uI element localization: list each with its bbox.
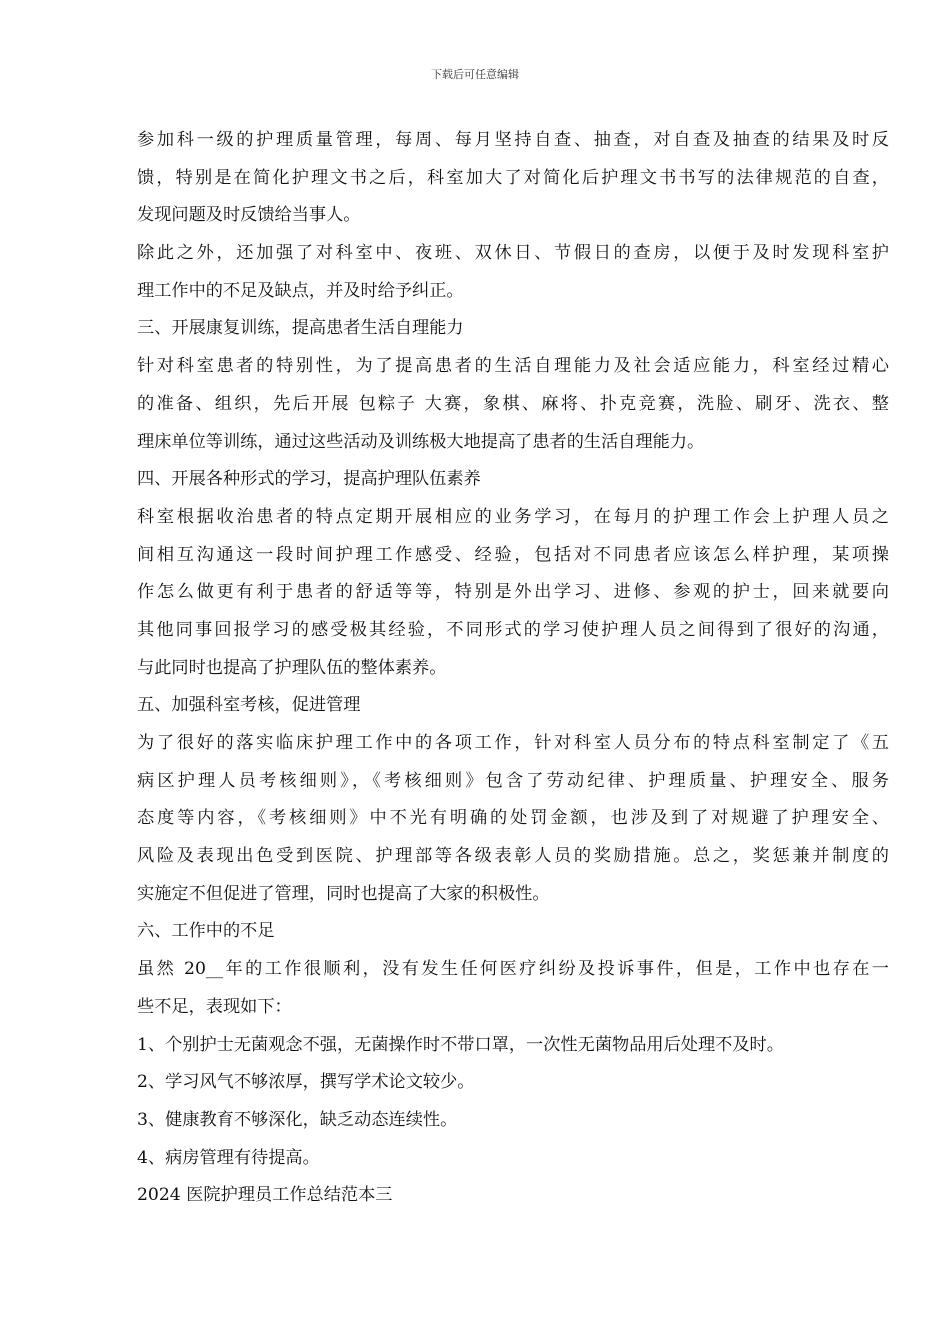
text-line: 其他同事回报学习的感受极其经验，不同形式的学习使护理人员之间得到了很好的沟通， xyxy=(137,619,889,640)
text-line: 科室根据收治患者的特点定期开展相应的业务学习，在每月的护理工作会上护理人员之 xyxy=(137,506,889,527)
text-line: 三、开展康复训练，提高患者生活自理能力 xyxy=(137,318,464,339)
text-line: 与此同时也提高了护理队伍的整体素养。 xyxy=(137,657,447,678)
text-line: 风险及表现出色受到医院、护理部等各级表彰人员的奖励措施。总之，奖惩兼并制度的 xyxy=(137,846,889,867)
text-line: 理床单位等训练，通过这些活动及训练极大地提高了患者的生活自理能力。 xyxy=(137,431,705,452)
text-line: 间相互沟通这一段时间护理工作感受、经验，包括对不同患者应该怎么样护理，某项操 xyxy=(137,544,889,565)
text-line: 为了很好的落实临床护理工作中的各项工作，针对科室人员分布的特点科室制定了《五 xyxy=(137,733,889,753)
text-line: 3、健康教育不够深化，缺乏动态连续性。 xyxy=(137,1109,458,1130)
text-line: 虽然 20__年的工作很顺利，没有发生任何医疗纠纷及投诉事件，但是，工作中也存在一 xyxy=(137,959,889,980)
text-line: 1、个别护士无菌观念不强，无菌操作时不带口罩，一次性无菌物品用后处理不及时。 xyxy=(137,1034,784,1055)
text-line: 的准备、组织，先后开展 包粽子 大赛，象棋、麻将、扑克竞赛，洗脸、刷牙、洗衣、整 xyxy=(137,393,889,414)
text-line: 发现问题及时反馈给当事人。 xyxy=(137,205,361,226)
text-line: 些不足，表现如下： xyxy=(137,996,292,1017)
text-line: 四、开展各种形式的学习，提高护理队伍素养 xyxy=(137,469,481,490)
text-line: 理工作中的不足及缺点，并及时给予纠正。 xyxy=(137,280,464,301)
text-line: 2024 医院护理员工作总结范本三 xyxy=(137,1185,393,1206)
text-line: 针对科室患者的特别性，为了提高患者的生活自理能力及社会适应能力，科室经过精心 xyxy=(137,356,889,377)
document-body xyxy=(137,122,889,1215)
page-header: 下载后可任意编辑 xyxy=(431,68,519,81)
text-line: 实施定不但促进了管理，同时也提高了大家的积极性。 xyxy=(137,883,550,904)
text-line: 六、工作中的不足 xyxy=(137,921,275,942)
text-line: 4、病房管理有待提高。 xyxy=(137,1147,320,1168)
text-line: 2、学习风气不够浓厚，撰写学术论文较少。 xyxy=(137,1072,475,1093)
text-line: 五、加强科室考核，促进管理 xyxy=(137,695,361,716)
text-line: 态度等内容，《考核细则》中不光有明确的处罚金额，也涉及到了对规避了护理安全、 xyxy=(137,808,889,829)
text-line: 馈，特别是在简化护理文书之后，科室加大了对简化后护理文书书写的法律规范的自查， xyxy=(137,167,889,188)
text-line: 病区护理人员考核细则》，《考核细则》包含了劳动纪律、护理质量、护理安全、服务 xyxy=(137,770,889,791)
text-line: 作怎么做更有利于患者的舒适等等，特别是外出学习、进修、参观的护士，回来就要向 xyxy=(137,582,889,603)
text-line: 除此之外，还加强了对科室中、夜班、双休日、节假日的查房，以便于及时发现科室护 xyxy=(137,243,889,264)
text-line: 参加科一级的护理质量管理，每周、每月坚持自查、抽查，对自查及抽查的结果及时反 xyxy=(137,130,889,150)
